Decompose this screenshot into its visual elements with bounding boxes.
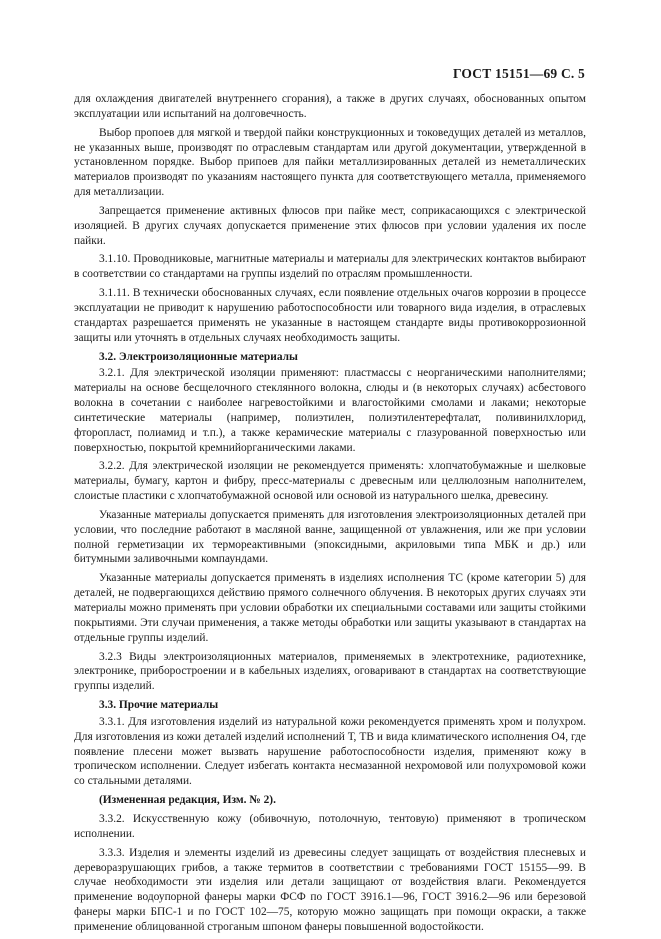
page-header: ГОСТ 15151—69 С. 5	[452, 66, 585, 81]
paragraph-materials-allowed-2: Указанные материалы допускается применять в изделиях исполнения ТС (кроме категории 5) для деталей, не подвергающихся действию прямого солнечного облучения. В некоторых других случаях эти материалы можно применять при условии обработки их специальными составами или защиты стойкими покрытиями. Эти случаи применения, а также методы обработки или защиты указывают в стандартах на отдельные группы изделий.	[74, 572, 586, 644]
paragraph-solder-selection: Выбор пропоев для мягкой и твердой пайки конструкционных и токоведущих деталей из металлов, не указанных выше, производят по отраслевым стандартам или другой документации, утвержденной в установленном порядке. Выбор припоев для пайки металлизированных деталей из неметаллических материалов производят по указаниям настоящего пункта для соответствующего металла, применяемого для металлизации.	[74, 126, 586, 199]
clause-3-3-1: 3.3.1. Для изготовления изделий из натуральной кожи рекомендуется применять хром и полухром. Для изготовления из кожи деталей изделий исполнений Т, ТВ и вида климатического исполнения О4, где появление плесени может вызвать нарушение работоспособности изделия, применяют кожу в тропическом исполнении. Следует избегать контакта несмазанной нехромовой или полухромовой кожи со стальными деталями.	[74, 715, 586, 788]
clause-3-3-3: 3.3.3. Изделия и элементы изделий из древесины следует защищать от воздействия плесневых и дереворазрушающих грибов, а также термитов в соответствии с требованиями ГОСТ 15155—99. В случае необходимости эти изделия или детали защищают от воздействия влаги. Рекомендуется применение водоупорной фанеры марки ФСФ по ГОСТ 3916.1—96, ГОСТ 3916.2—96 или березовой фанеры марки БПС-1 и по ГОСТ 102—75, которую можно защищать при помощи окраски, а также применение облицованной строганым шпоном фанеры повышенной водостойкости.	[74, 846, 586, 933]
paragraph-materials-allowed-1: Указанные материалы допускается применять для изготовления электроизоляционных деталей при условии, что последние работают в масляной ванне, защищенной от увлажнения, или же при условии полной герметизации их термореактивными (эпоксидными, акриловыми типа МБК и др.) или битумными заливочными компаундами.	[74, 508, 586, 566]
clause-3-3-2: 3.3.2. Искусственную кожу (обивочную, потолочную, тентовую) применяют в тропическом исполнении.	[74, 812, 586, 840]
clause-3-1-11: 3.1.11. В технически обоснованных случаях, если появление отдельных очагов коррозии в процессе эксплуатации не приводит к нарушению работоспособности или товарного вида изделия, в отраслевых стандартах разрешается применять не указанные в настоящем стандарте виды противокоррозионной защиты или уточнять в отдельных случаях необходимость защиты.	[74, 287, 586, 344]
section-heading-3-2: 3.2. Электроизоляционные материалы	[99, 350, 298, 363]
document-body	[74, 92, 586, 939]
paragraph-flux-prohibition: Запрещается применение активных флюсов при пайке мест, соприкасающихся с электрической изоляцией. В других случаях допускается применение этих флюсов при условии удаления их после пайки.	[74, 204, 586, 247]
clause-3-1-10: 3.1.10. Проводниковые, магнитные материалы и материалы для электрических контактов выбирают в соответствии со стандартами на группы изделий по отраслям промышленности.	[74, 253, 586, 281]
amendment-note: (Измененная редакция, Изм. № 2).	[99, 794, 276, 807]
clause-3-2-3: 3.2.3 Виды электроизоляционных материалов, применяемых в электротехнике, радиотехнике, электронике, приборостроении и в кабельных изделиях, оговаривают в стандартах на соответствующие группы изделий.	[74, 650, 586, 693]
clause-3-2-2: 3.2.2. Для электрической изоляции не рекомендуется применять: хлопчатобумажные и шелковые материалы, бумагу, картон и фибру, пресс-материалы с древесным или целлюлозным наполнителем, слоистые пластики с хлопчатобумажной основой или основой из натурального шелка, древесину.	[74, 460, 586, 503]
paragraph-continuation: для охлаждения двигателей внутреннего сгорания), а также в других случаях, обоснованных опытом эксплуатации или испытаний на долговечность.	[74, 93, 586, 120]
clause-3-2-1: 3.2.1. Для электрической изоляции применяют: пластмассы с неорганическими наполнителями; материалы на основе бесщелочного стеклянного волокна, слюды и (в некоторых случаях) асбестового волокна в сочетании с наиболее нагревостойкими и влагостойкими смолами и лаками; некоторые синтетические материалы (например, полиэтилен, полиэтилентерефталат, поливинилхлорид, фторопласт, полиамид и т.п.), а также керамические материалы с глазурованной поверхностью или поверхностью, покрытой кремнийорганическими лаками.	[74, 367, 586, 454]
section-heading-3-3: 3.3. Прочие материалы	[99, 699, 219, 712]
